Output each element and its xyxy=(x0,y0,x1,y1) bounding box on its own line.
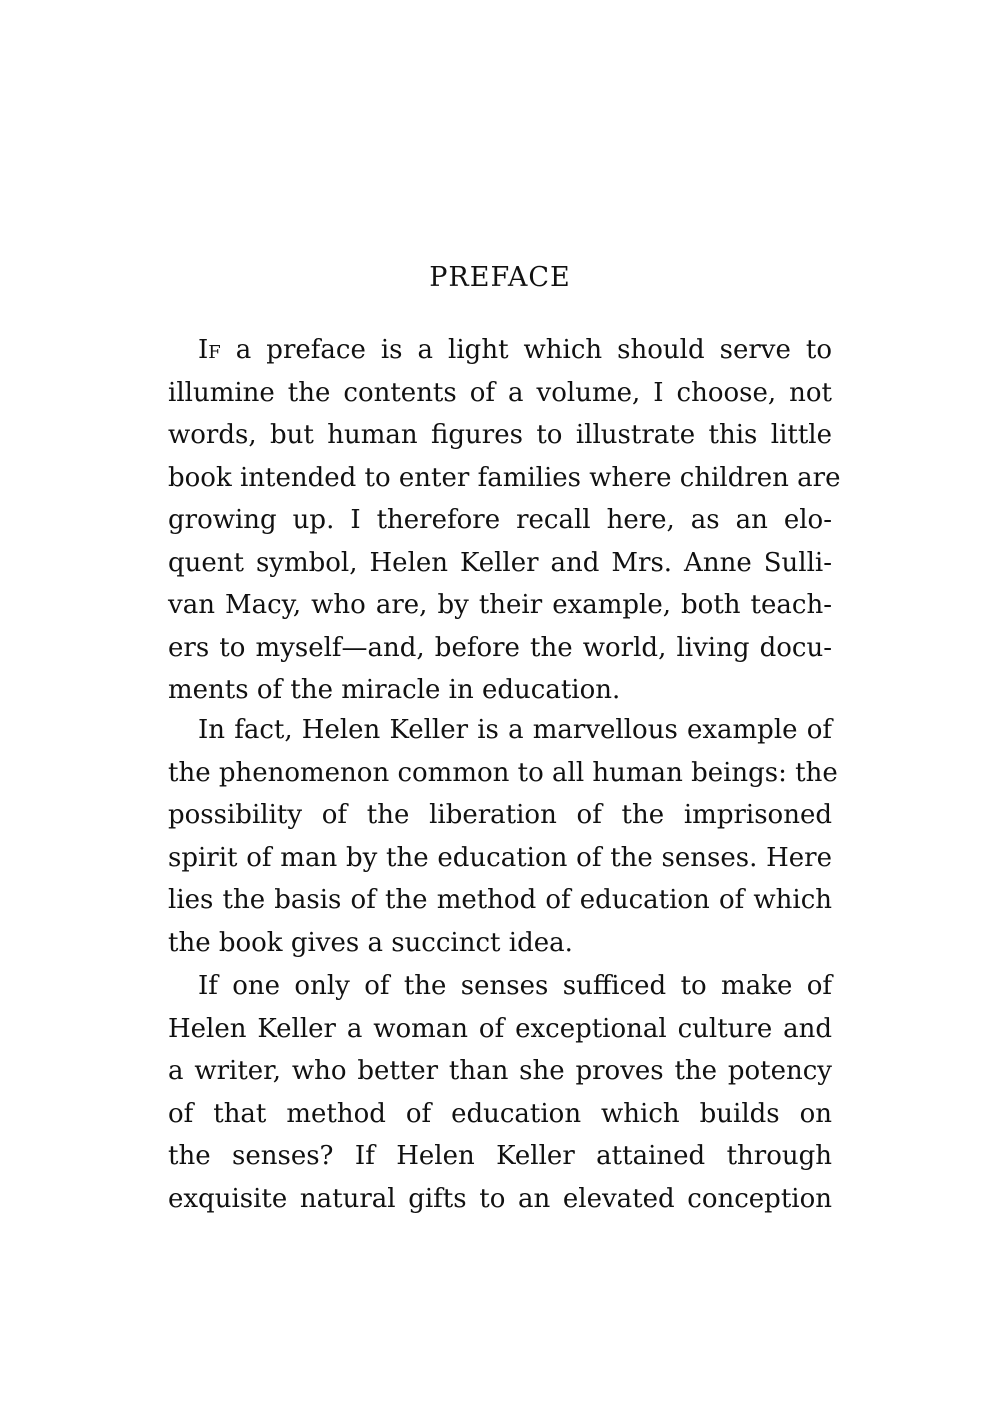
paragraph-line: growing up. I therefore recall here, as an elo- xyxy=(168,505,832,535)
paragraph-line: spirit of man by the education of the senses. Here xyxy=(168,842,832,873)
paragraph-line: lies the basis of the method of education of which xyxy=(168,885,832,915)
paragraph-line: words, but human figures to illustrate this little xyxy=(168,420,832,450)
page-title: PREFACE xyxy=(429,262,571,293)
paragraph-line: possibility of the liberation of the imprisoned xyxy=(168,800,832,830)
paragraph-line: ers to myself—and, before the world, living docu- xyxy=(168,632,832,663)
paragraph-line: the book gives a succinct idea. xyxy=(168,927,573,958)
paragraph-line xyxy=(168,329,832,372)
paragraph-3 xyxy=(168,965,832,1220)
paragraph-line: Helen Keller a woman of exceptional culture and xyxy=(168,1013,832,1044)
paragraph-line-text: a preface is a light which should serve to xyxy=(220,335,832,365)
paragraph-2 xyxy=(168,709,838,964)
paragraph-line: quent symbol, Helen Keller and Mrs. Anne Sulli- xyxy=(168,547,832,578)
paragraph-1 xyxy=(168,329,841,712)
paragraph-line: illumine the contents of a volume, I choose, not xyxy=(168,377,832,408)
paragraph-line: exquisite natural gifts to an elevated conception xyxy=(168,1183,832,1214)
paragraph-line: the senses? If Helen Keller attained through xyxy=(168,1141,832,1171)
paragraph-line: of that method of education which builds on xyxy=(168,1098,832,1129)
paragraph-line: van Macy, who are, by their example, both teach- xyxy=(168,590,832,620)
paragraph-line: a writer, who better than she proves the potency xyxy=(168,1056,832,1086)
paragraph-lead: If xyxy=(198,335,221,365)
paragraph-line: In fact, Helen Keller is a marvellous example of xyxy=(198,715,832,745)
paragraph-line: the phenomenon common to all human beings: the xyxy=(168,757,838,788)
paragraph-line: ments of the miracle in education. xyxy=(168,675,621,705)
paragraph-line: If one only of the senses sufficed to make of xyxy=(198,971,832,1001)
paragraph-line: book intended to enter families where children are xyxy=(168,462,841,493)
